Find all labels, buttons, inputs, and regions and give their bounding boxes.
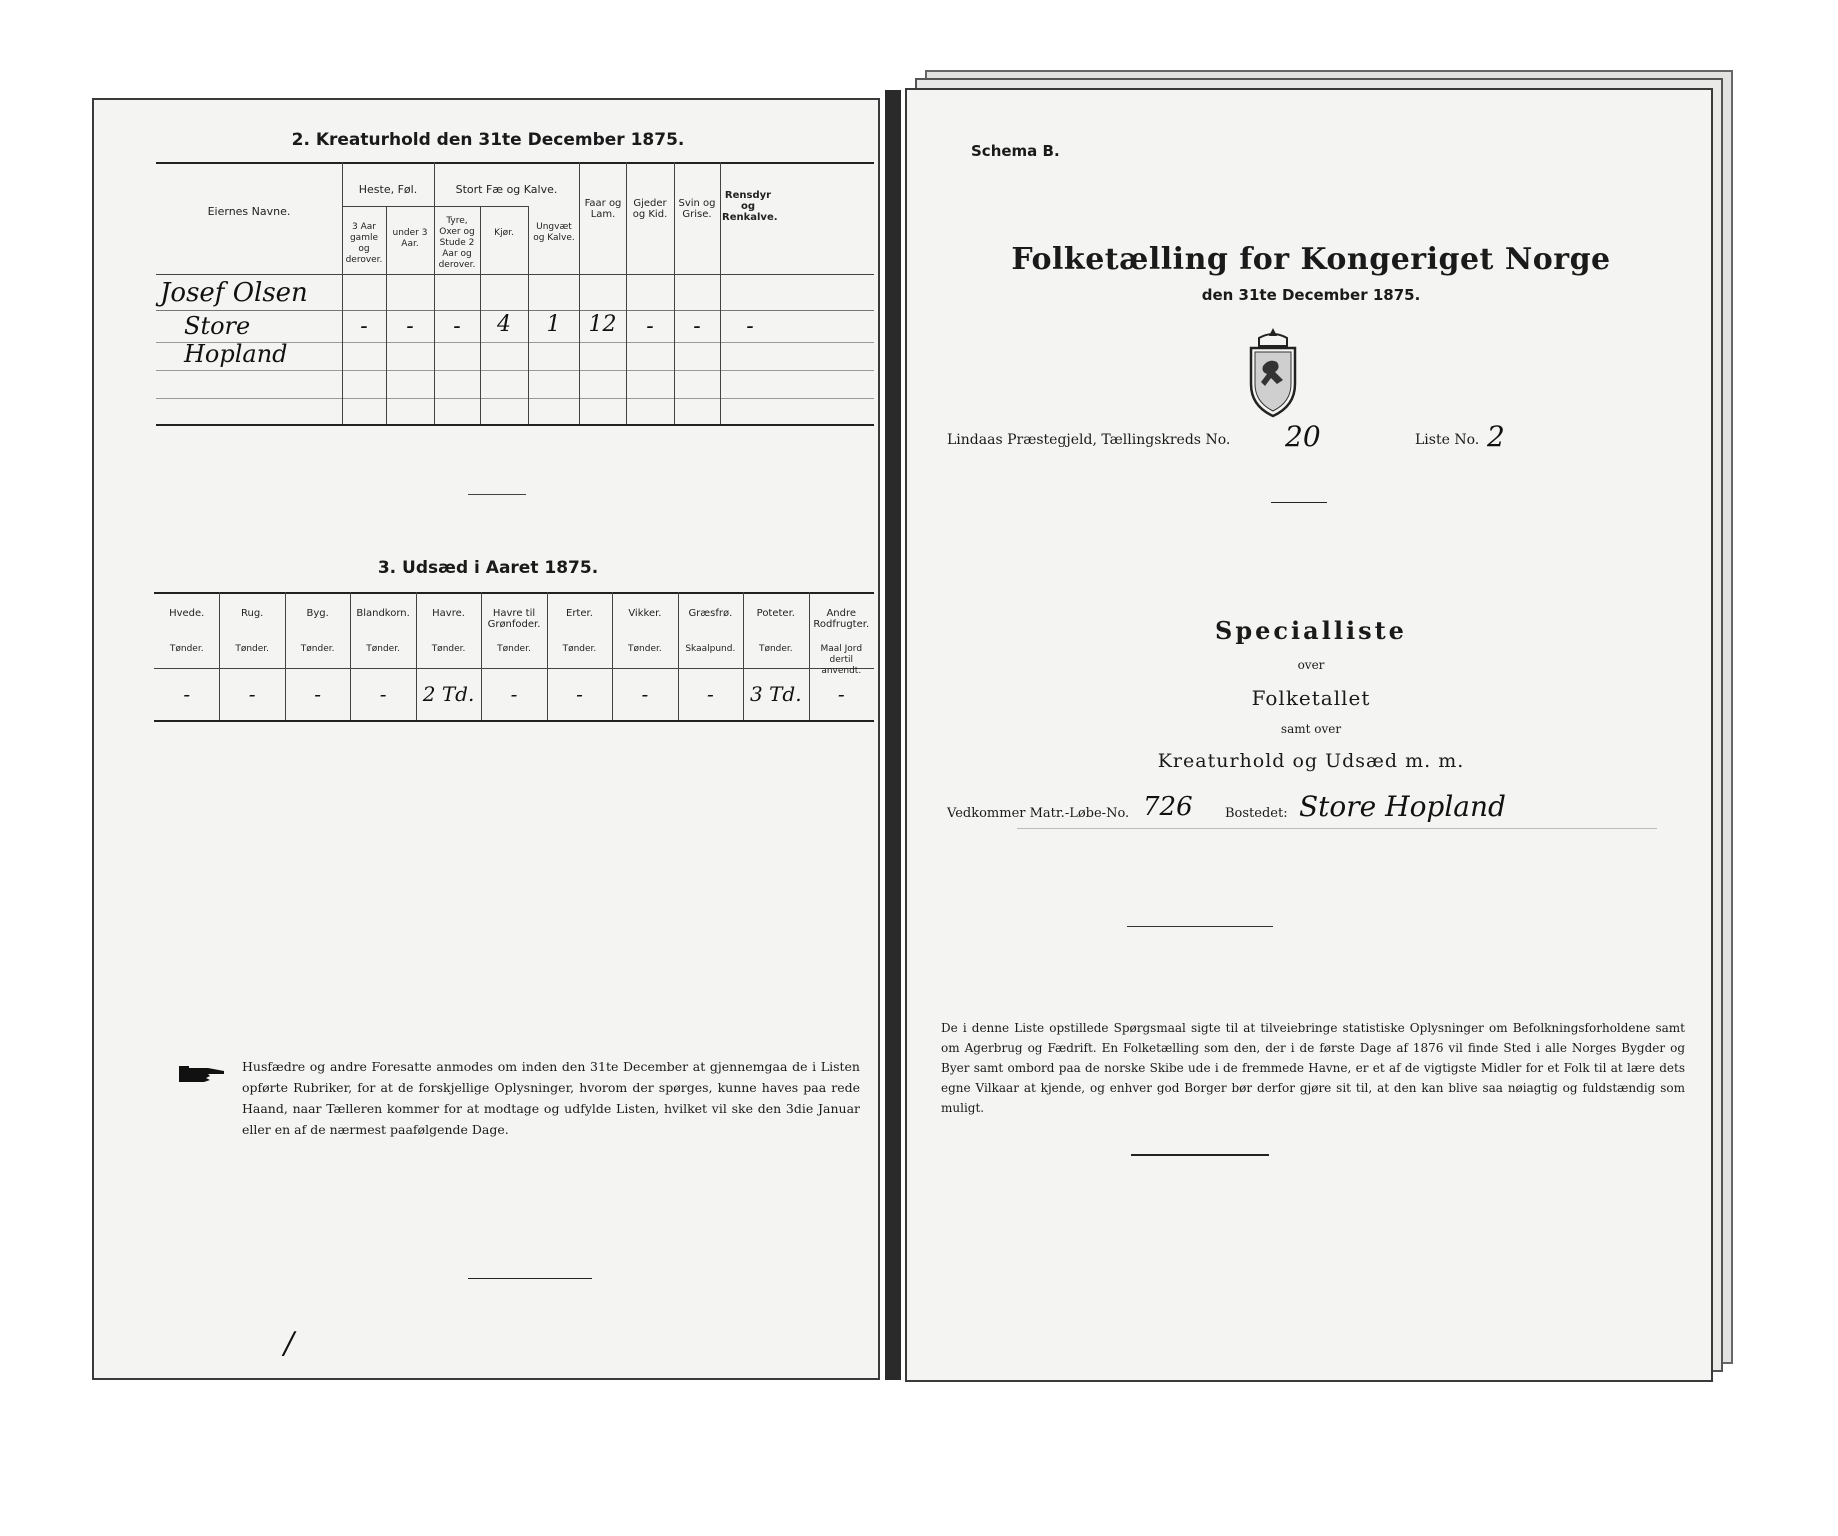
table2-bottom-rule <box>156 424 874 426</box>
owner-name: Josef Olsen <box>160 278 308 308</box>
cell-heste-young: - <box>406 314 414 339</box>
table3-col-header: Byg. <box>306 608 329 619</box>
table2-header-rule <box>156 274 874 275</box>
table3-col-header: Poteter. <box>756 608 795 619</box>
col-kjoer-header: Kjør. <box>494 228 514 238</box>
table3-top-rule <box>154 592 874 594</box>
section3-title: 3. Udsæd i Aaret 1875. <box>377 558 599 578</box>
cell-ungvaeg: 1 <box>546 312 561 337</box>
col-svin-header: Svin og Grise. <box>678 198 716 220</box>
table3-col-header: Havre til Grønfoder. <box>487 608 541 630</box>
col-owner-header: Eiernes Navne. <box>207 205 291 218</box>
footer-text: De i denne Liste opstillede Spørgsmaal sigte til at tilveiebringe statistiske Oplysninger om Befolkningsforholdene samt om Agerbrug og Fædrift. En Folketælling som den, der i de første Dage af 1876 vil finde Sted i alle Norges Bygder og Byer samt ombord paa de norske Skibe ude i de fremmede Havne, er et af de vigtigste Midler for et Folk til at lære dets egne Vilkaar at kjende, og enhver god Borger bør derfor gjøre sit til, at den kan blive saa nøiagtig og fuldstændig som muligt. <box>941 1021 1685 1115</box>
cell-rensdyr: - <box>746 314 754 339</box>
right-page <box>905 88 1713 1382</box>
table3-col-unit: Tønder. <box>366 644 400 654</box>
main-subtitle: den 31te December 1875. <box>1201 286 1421 304</box>
notice-text: Husfædre og andre Foresatte anmodes om inden den 31te December at gjennemgaa de i Listen opførte Rubriker, for at de forskjellige Oplysninger, hvorom der spørges, kunne haves paa rede Haand, naar Tælleren kommer for at modtage og udfylde Listen, hvilket vil ske den 3die Januar eller en af de nærmest paafølgende Dage. <box>242 1059 860 1137</box>
left-page <box>92 98 880 1380</box>
col-gjeder-header: Gjeder og Kid. <box>632 198 668 220</box>
table3-col-unit: Tønder. <box>628 644 662 654</box>
table2-col-rule <box>626 162 627 424</box>
table2-col-rule <box>434 162 435 424</box>
table2-row-rule <box>156 370 874 371</box>
table3-cell: 2 Td. <box>422 682 475 706</box>
table3-cell: - <box>379 682 387 706</box>
matr-number: 726 <box>1143 792 1193 822</box>
matr-underline <box>1017 828 1657 829</box>
table3-col-header: Rug. <box>240 608 264 619</box>
bosted-label: Bostedet: <box>1225 806 1288 821</box>
folketallet-text: Folketallet <box>1251 686 1371 710</box>
col-heste-young-header: under 3 Aar. <box>392 228 428 249</box>
table3-col-header: Vikker. <box>628 608 662 619</box>
table3-header-rule <box>154 668 874 669</box>
main-title: Folketælling for Kongeriget Norge <box>1011 242 1611 277</box>
table2-col-rule <box>579 162 580 424</box>
district-number: 20 <box>1285 420 1321 453</box>
table3-col-unit: Tønder. <box>431 644 466 654</box>
col-ungvaeg-header: Ungvæt og Kalve. <box>533 222 575 243</box>
table3-cell: - <box>510 682 518 706</box>
table2-col-rule <box>342 162 343 424</box>
group-stort-header: Stort Fæ og Kalve. <box>455 183 558 196</box>
bosted-value: Store Hopland <box>1299 790 1506 823</box>
specialliste-heading: Specialliste <box>1215 616 1407 645</box>
table3-col-header: Græsfrø. <box>688 608 733 619</box>
cell-heste-old: - <box>360 314 368 339</box>
table3-bottom-rule <box>154 720 874 722</box>
col-tyre-header: Tyre, Oxer og Stude 2 Aar og derover. <box>438 216 476 270</box>
table3-col-header: Erter. <box>566 608 593 619</box>
divider <box>1271 502 1327 503</box>
col-rensdyr-header: Rensdyr og Renkalve. <box>722 190 778 223</box>
table3-cell: - <box>183 682 191 706</box>
table3-cell: - <box>314 682 322 706</box>
divider <box>468 494 526 495</box>
table3-col-header: Blandkorn. <box>356 608 410 619</box>
kreaturhold-text: Kreaturhold og Udsæd m. m. <box>1157 750 1465 772</box>
table3-cell: - <box>248 682 256 706</box>
table2-row-rule <box>156 310 874 311</box>
table3-col-unit: Tønder. <box>235 644 270 654</box>
table3-col-header: Andre Rodfrugter. <box>813 608 870 630</box>
table3-col-unit: Maal Jord dertil anvendt. <box>820 644 863 676</box>
table2-top-rule <box>156 162 874 164</box>
cell-gjeder: - <box>646 314 654 339</box>
divider <box>468 1278 592 1279</box>
liste-label: Liste No. <box>1415 432 1480 448</box>
table3-col-header: Havre. <box>432 608 465 619</box>
table3-col-unit: Tønder. <box>169 644 204 654</box>
table3-col-header: Hvede. <box>169 608 205 619</box>
table3-cell: - <box>576 682 583 706</box>
col-heste-old-header: 3 Aar gamle og derover. <box>345 222 383 265</box>
table2-row-rule <box>156 398 874 399</box>
cell-faar: 12 <box>588 312 617 337</box>
pointing-hand-icon <box>178 1062 228 1086</box>
schema-label: Schema B. <box>971 142 1060 160</box>
table2-group-rule <box>342 206 528 207</box>
cell-kjoer: 4 <box>497 312 511 337</box>
table3-col-unit: Skaalpund. <box>685 644 736 654</box>
table3-cell: 3 Td. <box>750 682 802 706</box>
table3-col-unit: Tønder. <box>758 644 793 654</box>
book-spine <box>885 90 901 1380</box>
district-label: Lindaas Præstegjeld, Tællingskreds No. <box>947 432 1231 448</box>
matr-label: Vedkommer Matr.-Løbe-No. <box>947 806 1130 821</box>
group-heste-header: Heste, Føl. <box>358 183 418 196</box>
divider <box>1127 926 1273 927</box>
table2-col-rule <box>674 162 675 424</box>
liste-number: 2 <box>1487 420 1505 453</box>
over-text: over <box>1297 658 1325 672</box>
table3-cell: - <box>641 682 649 706</box>
norwegian-lion-shield-icon <box>1241 326 1305 418</box>
cell-tyre: - <box>453 314 461 339</box>
table3-col-unit: Tønder. <box>562 644 597 654</box>
table3-col-unit: Tønder. <box>497 644 531 654</box>
divider <box>1131 1154 1269 1156</box>
section2-title: 2. Kreaturhold den 31te December 1875. <box>291 130 685 150</box>
table3-cell: - <box>706 682 714 706</box>
table3-cell: - <box>837 682 845 706</box>
table3-col-unit: Tønder. <box>300 644 335 654</box>
table2-col-rule <box>720 162 721 424</box>
page-mark: / <box>284 1326 295 1361</box>
owner-farm: Store Hopland <box>184 312 288 368</box>
samt-over-text: samt over <box>1280 722 1342 736</box>
col-faar-header: Faar og Lam. <box>584 198 622 220</box>
cell-svin: - <box>693 314 701 339</box>
